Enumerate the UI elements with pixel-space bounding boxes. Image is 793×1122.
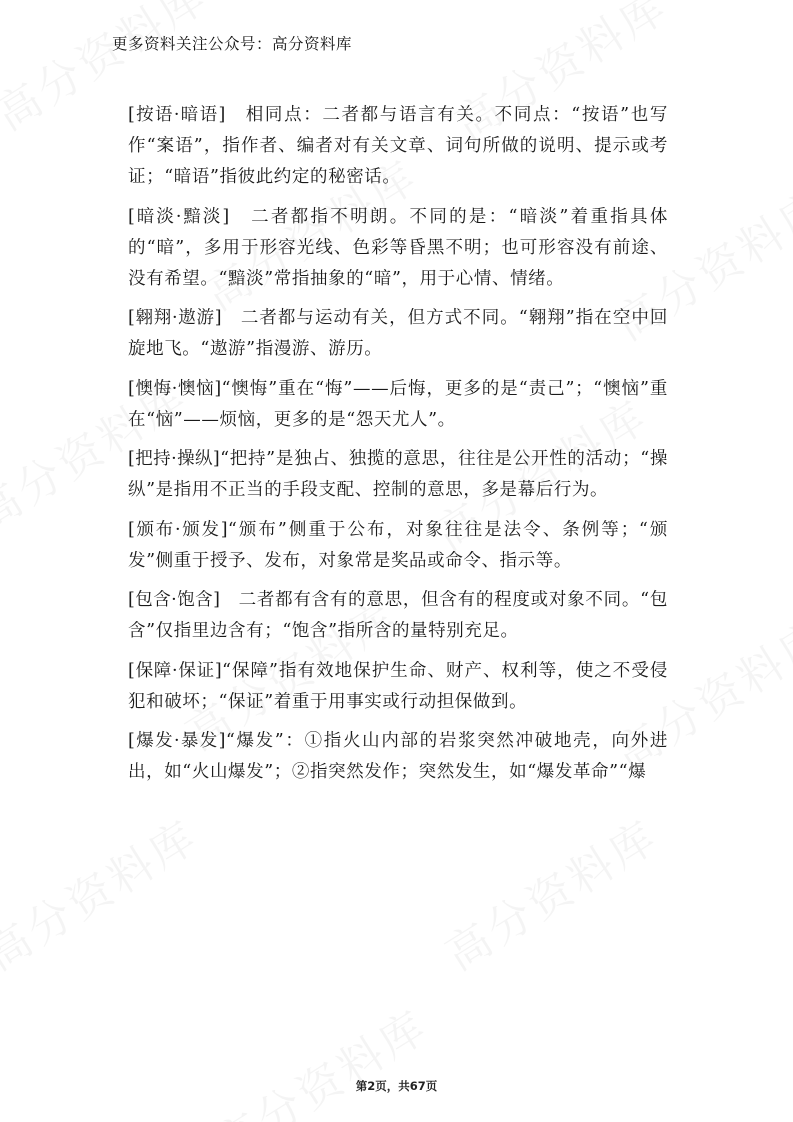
entry-text: 二者都有含有的意思，但含有的程度或对象不同。“包含”仅指里边含有；“饱含”指所含的量特别充足。 <box>128 590 668 641</box>
entry-aoxiang-aoyou <box>128 303 668 365</box>
watermark-text <box>0 801 209 982</box>
entry-text: “懊悔”重在“悔”——后悔，更多的是“责己”；“懊恼”重在“恼”——烦恼，更多的是“怨天尤人”。 <box>128 378 668 430</box>
entry-text: “颁布”侧重于公布，对象往往是法令、条例等；“颁发”侧重于授予、发布，对象常是奖品或命令、指示等。 <box>128 519 668 571</box>
entry-text: “爆发”：①指火山内部的岩浆突然冲破地壳，向外进出，如“火山爆发”；②指突然发作；突然发生，如“爆发革命”“爆 <box>128 731 668 782</box>
entry-text: “保障”指有效地保护生命、财产、权利等，使之不受侵犯和破坏；“保证”着重于用事实或行动担保做到。 <box>128 660 668 712</box>
entry-baozhang-baozheng <box>128 656 668 718</box>
page-header: 更多资料关注公众号：高分资料库 <box>112 35 353 53</box>
entry-anyu-anyu <box>128 100 668 193</box>
document-body <box>128 100 668 797</box>
entry-baofa-baofa <box>128 726 668 788</box>
entry-text: 二者都指不明朗。不同的是：“暗淡”着重指具体的“暗”，多用于形容光线、色彩等昏黑不明；也可形容没有前途、没有希望。“黯淡”常指抽象的“暗”，用于心情、情绪。 <box>128 206 668 289</box>
entry-text: 相同点：二者都与语言有关。不同点：“按语”也写作“案语”，指作者、编者对有关文章、词句所做的说明、提示或考证；“暗语”指彼此约定的秘密话。 <box>128 105 668 187</box>
entry-aohui-aonao <box>128 374 668 436</box>
entry-text: “把持”是独占、独揽的意思，往往是公开性的活动；“操纵”是指用不正当的手段支配、控制的意思，多是幕后行为。 <box>128 449 668 500</box>
entry-term: [按语·暗语] <box>128 105 226 125</box>
entry-term: [暗淡·黯淡] <box>128 206 230 227</box>
entry-term: [保障·保证] <box>128 660 222 681</box>
entry-banbu-banfa <box>128 515 668 577</box>
entry-term: [包含·饱含] <box>128 590 221 610</box>
page-number: 第2页，共67页 <box>355 1079 438 1093</box>
entry-term: [翱翔·遨游] <box>128 308 222 328</box>
watermark-text <box>201 991 438 1122</box>
entry-andan-andan <box>128 202 668 295</box>
entry-bachi-caozong <box>128 444 668 506</box>
entry-text: 二者都与运动有关，但方式不同。“翱翔”指在空中回旋地飞。“遨游”指漫游、游历。 <box>128 308 668 359</box>
entry-term: [懊悔·懊恼] <box>128 378 222 399</box>
watermark-text <box>431 801 668 982</box>
entry-term: [把持·操纵] <box>128 449 221 469</box>
entry-term: [爆发·暴发] <box>128 731 226 751</box>
entry-baohan-baohan <box>128 585 668 647</box>
entry-term: [颁布·颁发] <box>128 519 228 540</box>
